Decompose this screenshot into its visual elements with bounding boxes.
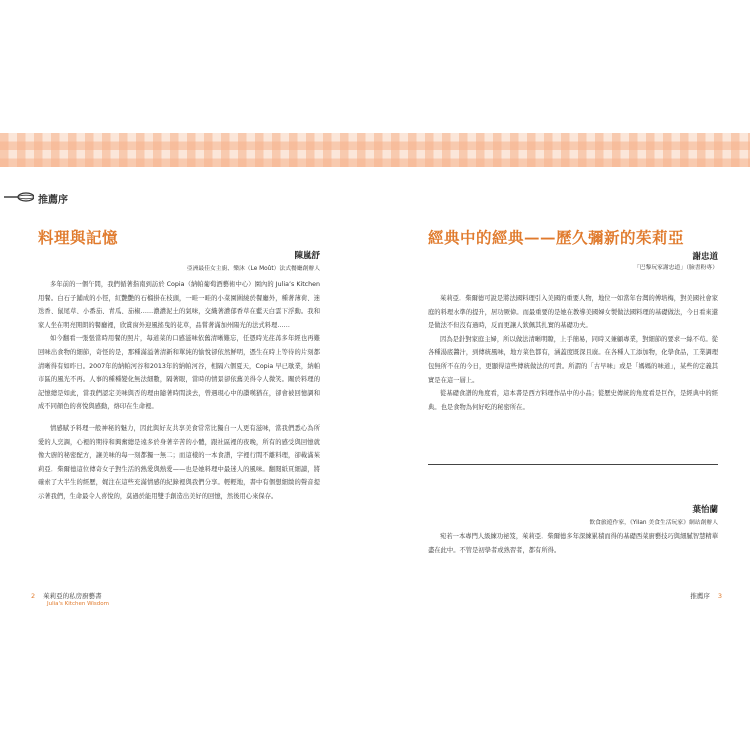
left-book-title: 茱莉亞的私房廚藝書 [43, 592, 102, 600]
section-divider [428, 464, 718, 465]
right-body [428, 292, 718, 414]
right-section-label: 推薦序 [690, 592, 710, 600]
left-paragraph: 如今翻看一張張當時用餐的照片，每道菜的口感滋味依舊清晰難忘，任憑時光荏苒多年經也再難回味出食物的細節，奇怪的是，那種滿溢著清新和單純的愉悅卻依然鮮明，憑生在時上等待的片刻都清晰得有如昨日。2007年的納帕河谷和2013年的納帕河谷，相隔六個夏天，Copia 早已歇業，納帕市區的風光不再。人事的種種變化無法細數，隔著眼，當時的情景卻依舊美得令人微笑。關於料理的記憶總是如此，當我們認定美味與否的理由隨著時間淡去，曾遇現心中的讚嘆猶在，卻會被回憶調和成不同顏色的喜悅與感動，烙印在生命裡。 [38, 335, 320, 411]
footer-left [31, 591, 102, 600]
right-second-author: 葉怡蘭 [692, 505, 718, 515]
left-affiliation: 亞洲最佳女主廚、樂沐（Le Moût）法式餐廳創辦人 [186, 266, 320, 272]
right-affiliation: 「巴黎玩家謝忠道」（臉書粉專） [633, 265, 718, 271]
right-second-body [428, 530, 718, 557]
left-body [38, 278, 320, 504]
right-page-number: 3 [717, 592, 722, 600]
left-title: 料理與記憶 [38, 228, 119, 247]
right-paragraph: 從基礎食譜的角度看，這本書是西方料理作品中的小品；從歷史傳統的角度看是巨作，是經典中的經典。也是食物為何好吃的秘密所在。 [428, 390, 718, 411]
section-label: 推薦序 [38, 195, 68, 206]
whisk-icon [4, 192, 34, 202]
left-paragraph: 情感賦予料理一般神秘的魅力，因此與好友共享美食常常比獨自一人更有滋味，當我們悉心為所愛的人烹調，心裡的期待和興奮總是遠多於身著辛苦的小體，跟社區裡的夜晚，所有的感受與回憶就像大廚的秘密配方，讓美味的每一刻都獨一無二；而這樣的一本食譜，字裡行間不離料理，卻載滿茱莉亞．柴爾德這位傳奇女子對生活的熱愛與熱愛——也是她料理中最迷人的風味。翻閱紙頁細讀，將確索了大半生的經歷，娓注在這些充滿情感的紀錄裡與我們分享。輕輕地，書中有個想細緻的聲音提示著我們，生命最令人喜悅的，莫過於能用雙手創造出美好的回憶，然後用心來保存。 [38, 424, 320, 500]
left-author: 陳嵐舒 [294, 251, 320, 261]
footer-right [690, 591, 722, 600]
right-paragraph: 茱莉亞．柴爾德可說是將法國料理引入美國的重要人物，地位一如當年台灣的傅培梅，對美國社會家庭的料理水準的提升，居功厥偉。而最重要的是她在教導美國婦女製做法國料理的基礎做法，今日看來還是做法不但沒有過時，反而更讓人欽佩其扎實的基礎功夫。 [428, 295, 718, 330]
right-title: 經典中的經典——歷久彌新的茱莉亞 [428, 228, 685, 247]
right-author: 謝忠道 [692, 252, 718, 262]
right-paragraph: 因為是針對家庭主婦，所以做法清晰明瞭，上手簡易，同時又兼顧專業，對細節的要求一絲不苟。從各種湯底醬汁，到傳統風味，地方菜色都有，涵蓋度既深且廣。在各種人工添加物，化學食品，工業調理包無所不在的今日，更顯得這些傳統做法的可貴。所謂的「古早味」或是「媽媽的味道」，某些的定義其實是在這一層上。 [428, 335, 718, 384]
right-second-affiliation: 飲食旅遊作家，《Yilan 美食生活玩家》網站創辦人 [589, 520, 718, 526]
gingham-banner [0, 133, 750, 167]
left-book-subtitle: Julia's Kitchen Wisdom [47, 601, 110, 607]
left-page-number: 2 [31, 592, 36, 600]
right-second-paragraph: 宛若一本專門人級練功祕笈，茱莉亞．柴爾德多年深練累積而得的基礎西菜廚藝技巧與細膩智慧精華盡在此中。不管是初學者或熟習者，都有所得。 [428, 533, 718, 554]
left-paragraph: 多年前的一個午間，我們循著指南到訪於 Copia（納帕葡萄酒藝術中心）園內的 Julia’s Kitchen 用餐。白石子鋪成的小徑，紅艷艷的石榴掛在枝頭，一畦一畦的小菜園圍繞於餐廳外，種著薄荷、迷迭香、鼠尾草、小番茄、青瓜、茄椒……濃濃泥土的氣味，交織著濃郁香草在藍天白雲下浮動。我和家人坐在明亮開朗的餐廳裡，欣賞窗外迎風搖曳的花草，品嘗著滿加州陽光的法式料理…… [38, 281, 320, 329]
